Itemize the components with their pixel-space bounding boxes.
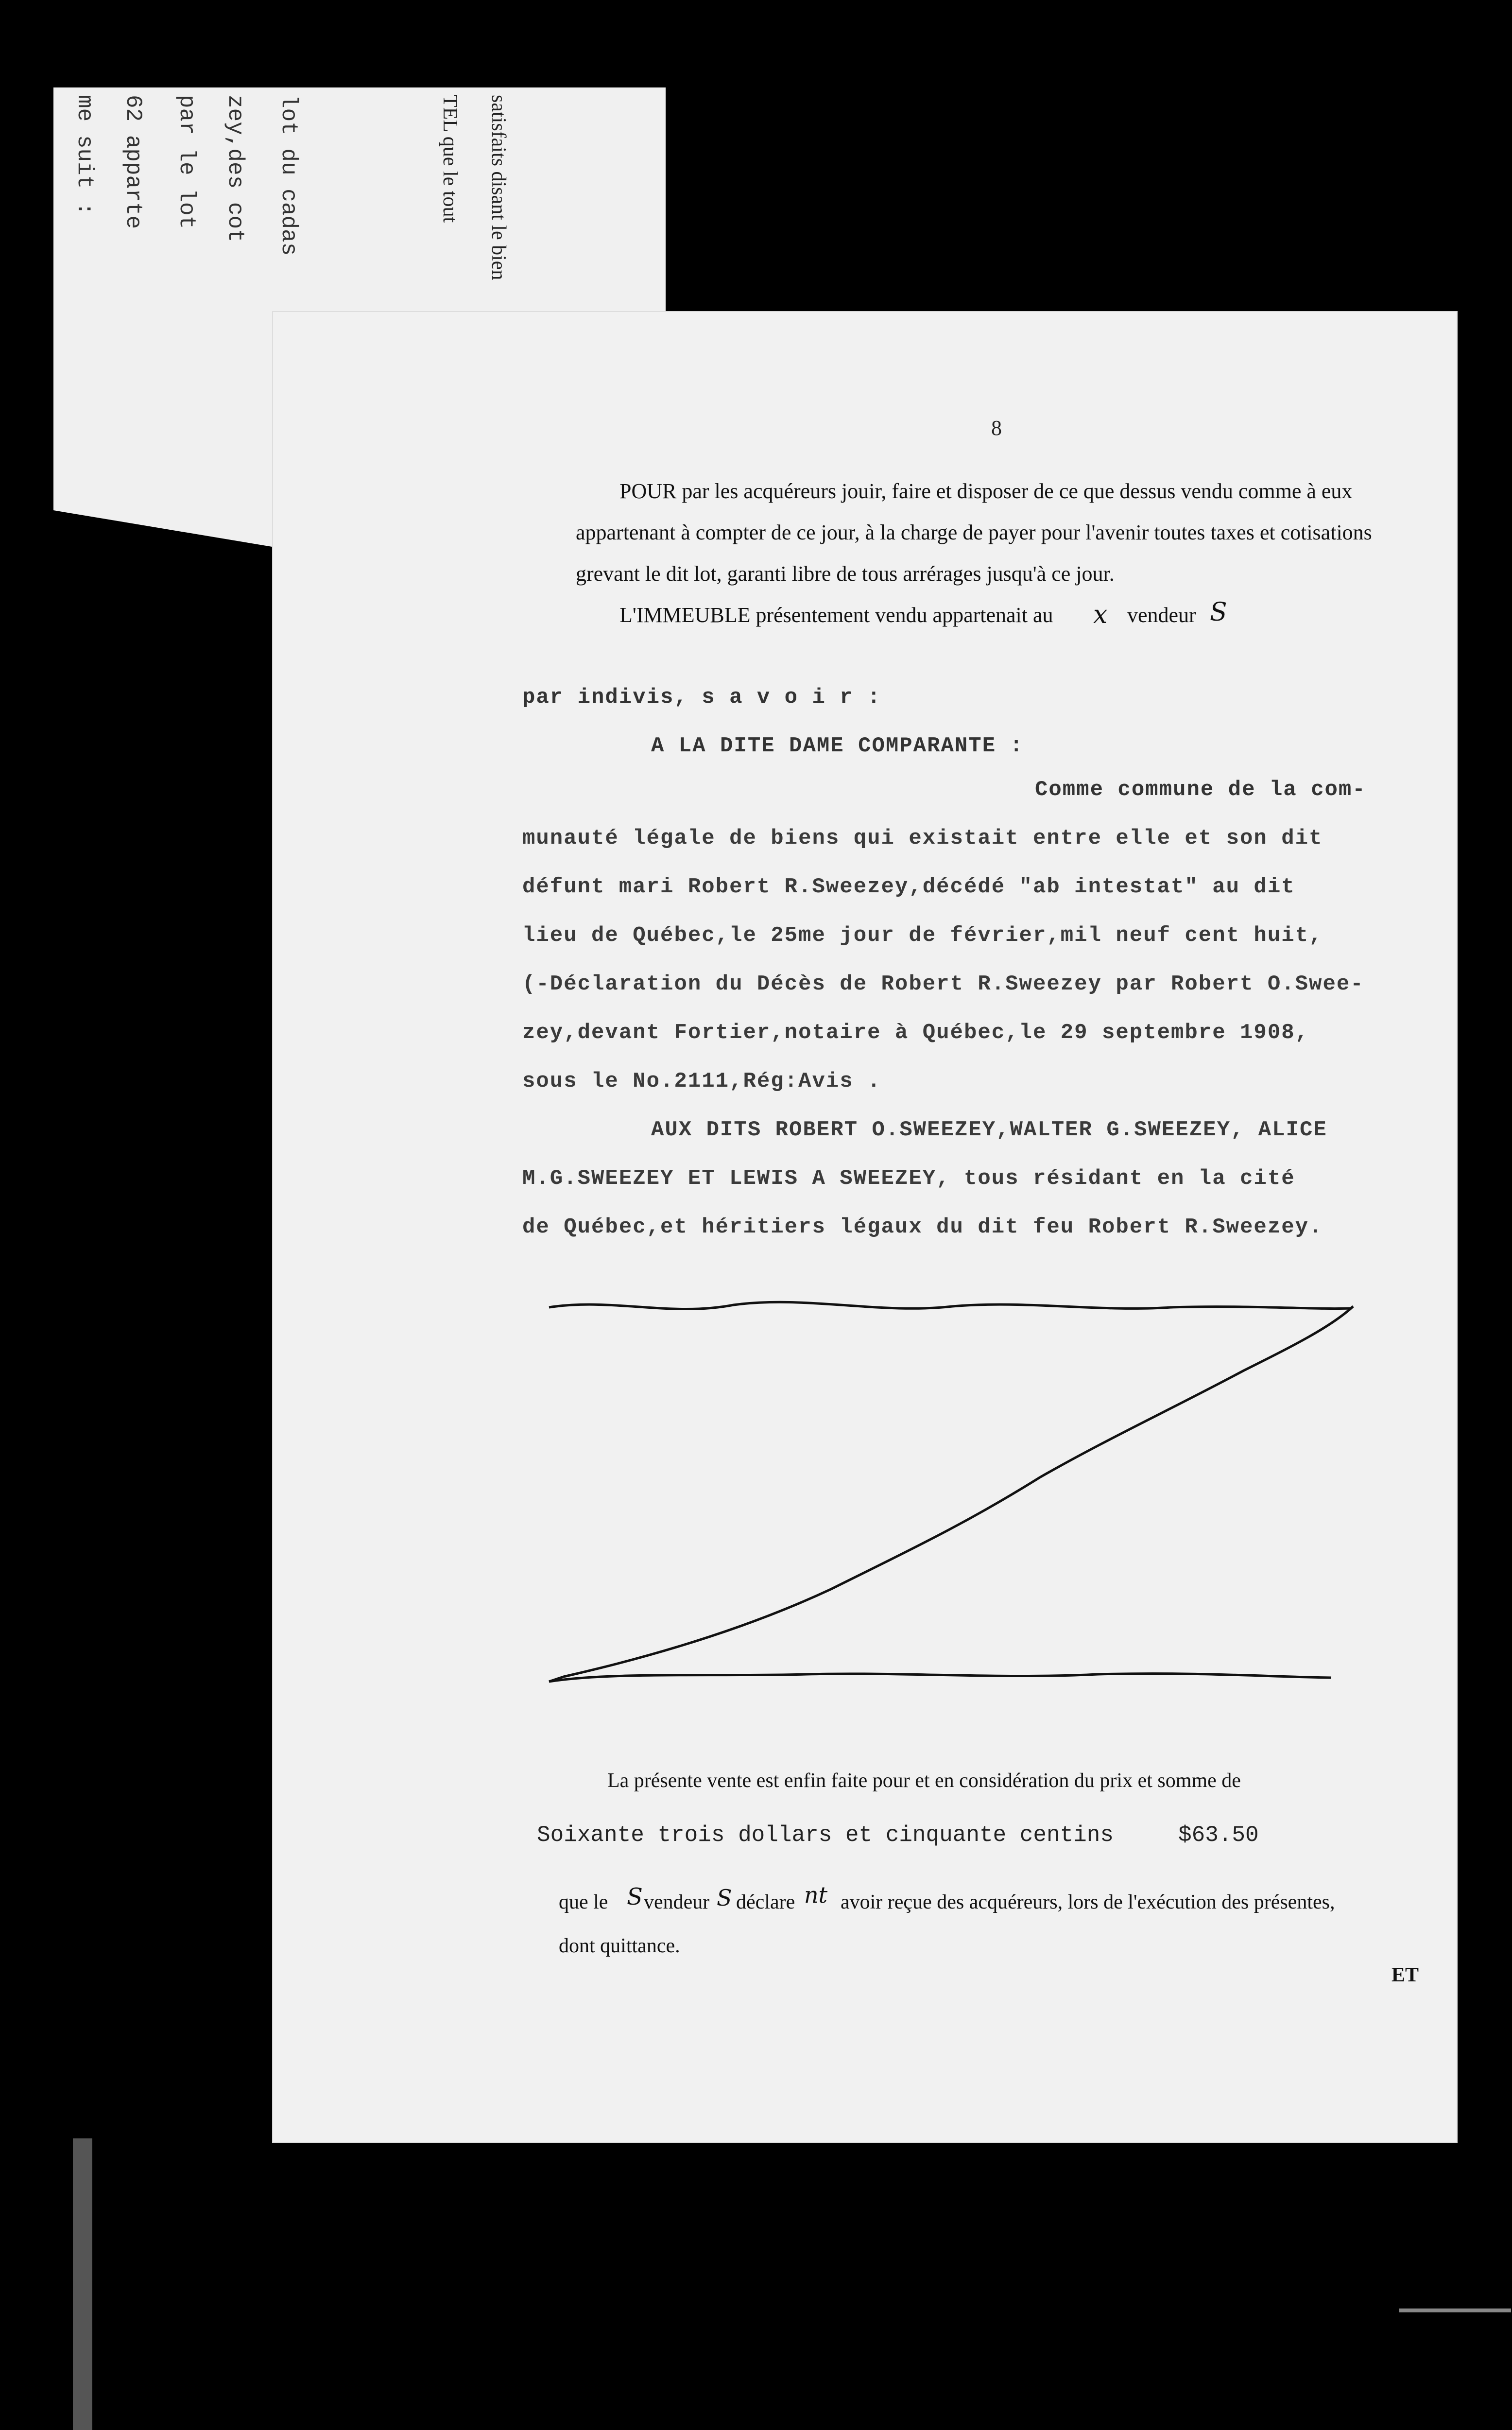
typed-line: lieu de Québec,le 25me jour de février,mil neuf cent huit, bbox=[522, 923, 1323, 948]
flap-line: TEL que le tout bbox=[439, 95, 461, 223]
handwritten-s: S bbox=[1210, 598, 1227, 627]
flap-line: lot du cadas bbox=[276, 95, 301, 256]
handwritten-nt: nt bbox=[804, 1882, 828, 1908]
paragraph-immeuble-text: L'IMMEUBLE présentement vendu appartenait au bbox=[619, 603, 1053, 627]
typed-line: A LA DITE DAME COMPARANTE : bbox=[651, 734, 1024, 758]
typed-line: AUX DITS ROBERT O.SWEEZEY,WALTER G.SWEEZEY, ALICE bbox=[651, 1118, 1327, 1142]
typed-line: (-Déclaration du Décès de Robert R.Sweezey par Robert O.Swee- bbox=[522, 972, 1364, 996]
typed-line: par indivis, s a v o i r : bbox=[522, 685, 881, 710]
typed-line: sous le No.2111,Rég:Avis . bbox=[522, 1069, 881, 1094]
paragraph-immeuble-vendeur: vendeur bbox=[1127, 603, 1196, 627]
quittance-text: avoir reçue des acquéreurs, lors de l'exécution des présentes, bbox=[841, 1891, 1335, 1913]
strike-through-mark bbox=[272, 1283, 1458, 1711]
amount-in-words: Soixante trois dollars et cinquante centins bbox=[537, 1822, 1114, 1848]
handwritten-x: x bbox=[1093, 600, 1108, 629]
typed-line: Comme commune de la com- bbox=[1035, 778, 1366, 802]
flap-line: 62 apparte bbox=[120, 95, 146, 229]
flap-line: satisfaits disant le bien bbox=[487, 95, 510, 280]
scan-artifact bbox=[1399, 2308, 1511, 2312]
flap-line: par le lot bbox=[174, 95, 199, 229]
handwritten-s: S bbox=[627, 1883, 643, 1910]
typed-line: défunt mari Robert R.Sweezey,décédé "ab intestat" au dit bbox=[522, 875, 1295, 899]
paragraph-pour-line: POUR par les acquéreurs jouir, faire et disposer de ce que dessus vendu comme à eux bbox=[619, 479, 1353, 503]
amount-figure: $63.50 bbox=[1178, 1822, 1259, 1848]
typed-line: de Québec,et héritiers légaux du dit feu Robert R.Sweezey. bbox=[522, 1215, 1323, 1239]
typed-line: munauté légale de biens qui existait entre elle et son dit bbox=[522, 826, 1323, 850]
quittance-text: déclare bbox=[736, 1891, 795, 1913]
document-page bbox=[272, 311, 1458, 2143]
flap-line: zey,des cot bbox=[223, 95, 248, 243]
quittance-text: vendeur bbox=[644, 1891, 710, 1913]
corner-catchword: ET bbox=[1391, 1964, 1419, 1986]
typed-line: zey,devant Fortier,notaire à Québec,le 29 septembre 1908, bbox=[522, 1021, 1309, 1045]
flap-line: me suit : bbox=[72, 95, 97, 216]
paragraph-pour-line: appartenant à compter de ce jour, à la charge de payer pour l'avenir toutes taxes et cotisations bbox=[576, 521, 1372, 544]
paragraph-pour-line: grevant le dit lot, garanti libre de tous arrérages jusqu'à ce jour. bbox=[576, 562, 1115, 586]
scan-artifact bbox=[73, 2138, 92, 2430]
quittance-line-2: dont quittance. bbox=[559, 1935, 680, 1957]
typed-line: M.G.SWEEZEY ET LEWIS A SWEEZEY, tous résidant en la cité bbox=[522, 1166, 1295, 1191]
page-number: 8 bbox=[991, 416, 1002, 440]
quittance-text: que le bbox=[559, 1891, 608, 1913]
price-intro: La présente vente est enfin faite pour et en considération du prix et somme de bbox=[607, 1770, 1241, 1792]
handwritten-s: S bbox=[717, 1885, 732, 1911]
